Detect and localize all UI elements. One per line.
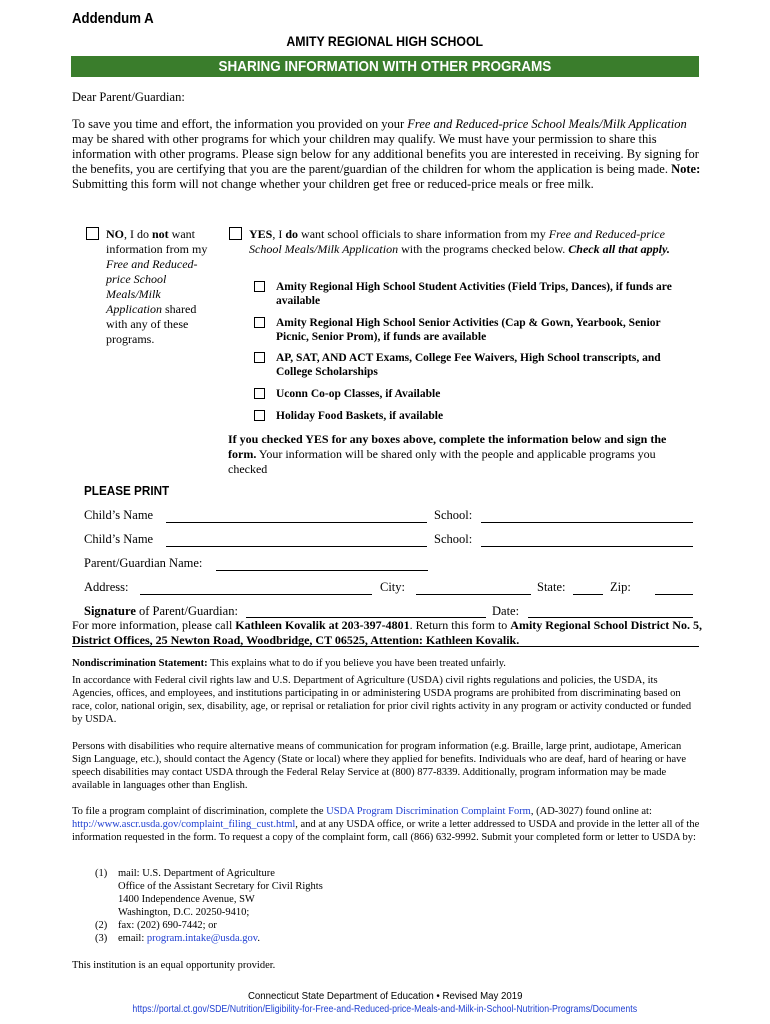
date-label: Date: <box>492 604 520 618</box>
nondiscrimination-paragraph-3: To file a program complaint of discrimination, complete the USDA Program Discrimination Complaint Form, (AD-3027) found online at: http://www.ascr.usda.gov/complaint_filing_cust.html, and at any USDA office, or write a letter addressed to USDA and provide in the letter all of the information requested in the form. To request a copy of the complaint form, call (866) 632-9992. Submit your completed form or letter to USDA by: <box>72 806 700 843</box>
complaint-url-link[interactable]: http://www.ascr.usda.gov/complaint_filing_cust.html <box>72 819 296 830</box>
nondiscrimination-paragraph-1: In accordance with Federal civil rights law and U.S. Department of Agriculture (USDA) civil rights regulations and policies, the USDA, its Agencies, offices, and employees, and institutions participating in or administering USDA programs are prohibited from discriminating based on race, color, national origin, sex, disability, age, or reprisal or retaliation for prior civil rights activity in any program or activity conducted or funded by USDA. <box>72 675 692 725</box>
nondiscrimination-paragraph-2: Persons with disabilities who require alternative means of communication for program information (e.g. Braille, large print, audiotape, American Sign Language, etc.), should contact the Agency (State or local) where they applied for benefits. Individuals who are deaf, hard of hearing or have speech disabilities may contact USDA through the Federal Relay Service at (800) 877-8339. Additionally, program information may be made available in languages other than English. <box>72 741 687 791</box>
mail-address: mail: U.S. Department of Agriculture Office of the Assistant Secretary for Civil Rights 1400 Independence Avenue, SW Washington, D.C. 20250-9410; <box>118 868 323 918</box>
email-link[interactable]: program.intake@usda.gov <box>146 933 258 944</box>
list-number-1: (1) <box>95 868 108 879</box>
yes-option-text: YES, I do want school officials to share information from my Free and Reduced-price School Meals/Milk Application with the programs checked below. Check all that apply. <box>249 227 670 256</box>
program-checkbox-4[interactable] <box>254 388 265 399</box>
equal-opportunity-statement: This institution is an equal opportunity provider. <box>72 960 276 971</box>
divider-line <box>72 646 699 647</box>
city-label: City: <box>380 580 406 594</box>
list-number-2: (2) <box>95 920 108 931</box>
program-checkbox-3[interactable] <box>254 352 265 363</box>
nondiscrimination-heading: Nondiscrimination Statement: This explains what to do if you believe you have been treated unfairly. <box>72 658 506 669</box>
footer-department: Connecticut State Department of Education • Revised May 2019 <box>247 990 523 1002</box>
contact-info: For more information, please call Kathleen Kovalik at 203-397-4801. Return this form to Amity Regional School District No. 5, District Offices, 25 Newton Road, Woodbridge, CT 06525, Attention: Kathleen Kovalik. <box>72 618 702 647</box>
address-label: Address: <box>84 580 129 594</box>
title-banner: SHARING INFORMATION WITH OTHER PROGRAMS <box>71 56 699 77</box>
no-option-text: NO, I do not want information from my Free and Reduced-price School Meals/Milk Application shared with any of these programs. <box>106 227 208 346</box>
state-field[interactable] <box>573 594 603 595</box>
program-checkbox-1[interactable] <box>254 281 265 292</box>
parent-name-field[interactable] <box>216 570 428 571</box>
program-label-4: Uconn Co-op Classes, if Available <box>276 388 441 400</box>
program-label-5: Holiday Food Baskets, if available <box>276 410 444 422</box>
address-field[interactable] <box>140 594 372 595</box>
child-name-label-2: Child’s Name <box>84 532 154 546</box>
no-checkbox[interactable] <box>86 227 99 240</box>
zip-label: Zip: <box>610 580 631 594</box>
list-number-3: (3) <box>95 933 108 944</box>
yes-checkbox[interactable] <box>229 227 242 240</box>
program-checkbox-5[interactable] <box>254 410 265 421</box>
child-name-label-1: Child’s Name <box>84 508 154 522</box>
intro-paragraph: To save you time and effort, the information you provided on your Free and Reduced-price School Meals/Milk Application may be shared with other programs for which your children may qualify. We must have your permission to share this information with other programs. Please sign below for any additional benefits you are interested in receiving. By signing for the benefits, you are certifying that you are the parent/guardian of the children for whom the application is being made. Note: Submitting this form will not change whether your children get free or reduced-price meals or free milk. <box>72 117 701 191</box>
child-name-field-2[interactable] <box>166 546 427 547</box>
school-label-1: School: <box>434 508 473 522</box>
complaint-form-link[interactable]: USDA Program Discrimination Complaint Form <box>326 806 531 817</box>
salutation: Dear Parent/Guardian: <box>72 90 185 104</box>
program-label-2: Amity Regional High School Senior Activities (Cap & Gown, Yearbook, Senior Picnic, Senior Prom), if funds are available <box>276 317 661 343</box>
school-name: AMITY REGIONAL HIGH SCHOOL <box>286 33 484 49</box>
school-field-1[interactable] <box>481 522 693 523</box>
parent-name-label: Parent/Guardian Name: <box>84 556 203 570</box>
program-label-1: Amity Regional High School Student Activities (Field Trips, Dances), if funds are available <box>276 281 672 307</box>
zip-field[interactable] <box>655 594 693 595</box>
program-label-3: AP, SAT, AND ACT Exams, College Fee Waivers, High School transcripts, and College Scholarships <box>276 352 661 378</box>
school-label-2: School: <box>434 532 473 546</box>
child-name-field-1[interactable] <box>166 522 427 523</box>
signature-label: Signature of Parent/Guardian: <box>84 604 238 618</box>
email-line: email: program.intake@usda.gov. <box>118 933 260 944</box>
footer-url-link[interactable]: https://portal.ct.gov/SDE/Nutrition/Eligibility-for-Free-and-Reduced-price-Meals-and-Milk-in-School-Nutrition-Programs/Documents <box>132 1004 638 1015</box>
city-field[interactable] <box>416 594 531 595</box>
fax-number: fax: (202) 690-7442; or <box>118 920 217 931</box>
school-field-2[interactable] <box>481 546 693 547</box>
state-label: State: <box>537 580 566 594</box>
addendum-label: Addendum A <box>72 10 154 27</box>
program-checkbox-2[interactable] <box>254 317 265 328</box>
if-checked-instructions: If you checked YES for any boxes above, complete the information below and sign the form. Your information will be shared only with the people and applicable programs you checked <box>228 432 667 476</box>
please-print-heading: PLEASE PRINT <box>84 483 170 498</box>
